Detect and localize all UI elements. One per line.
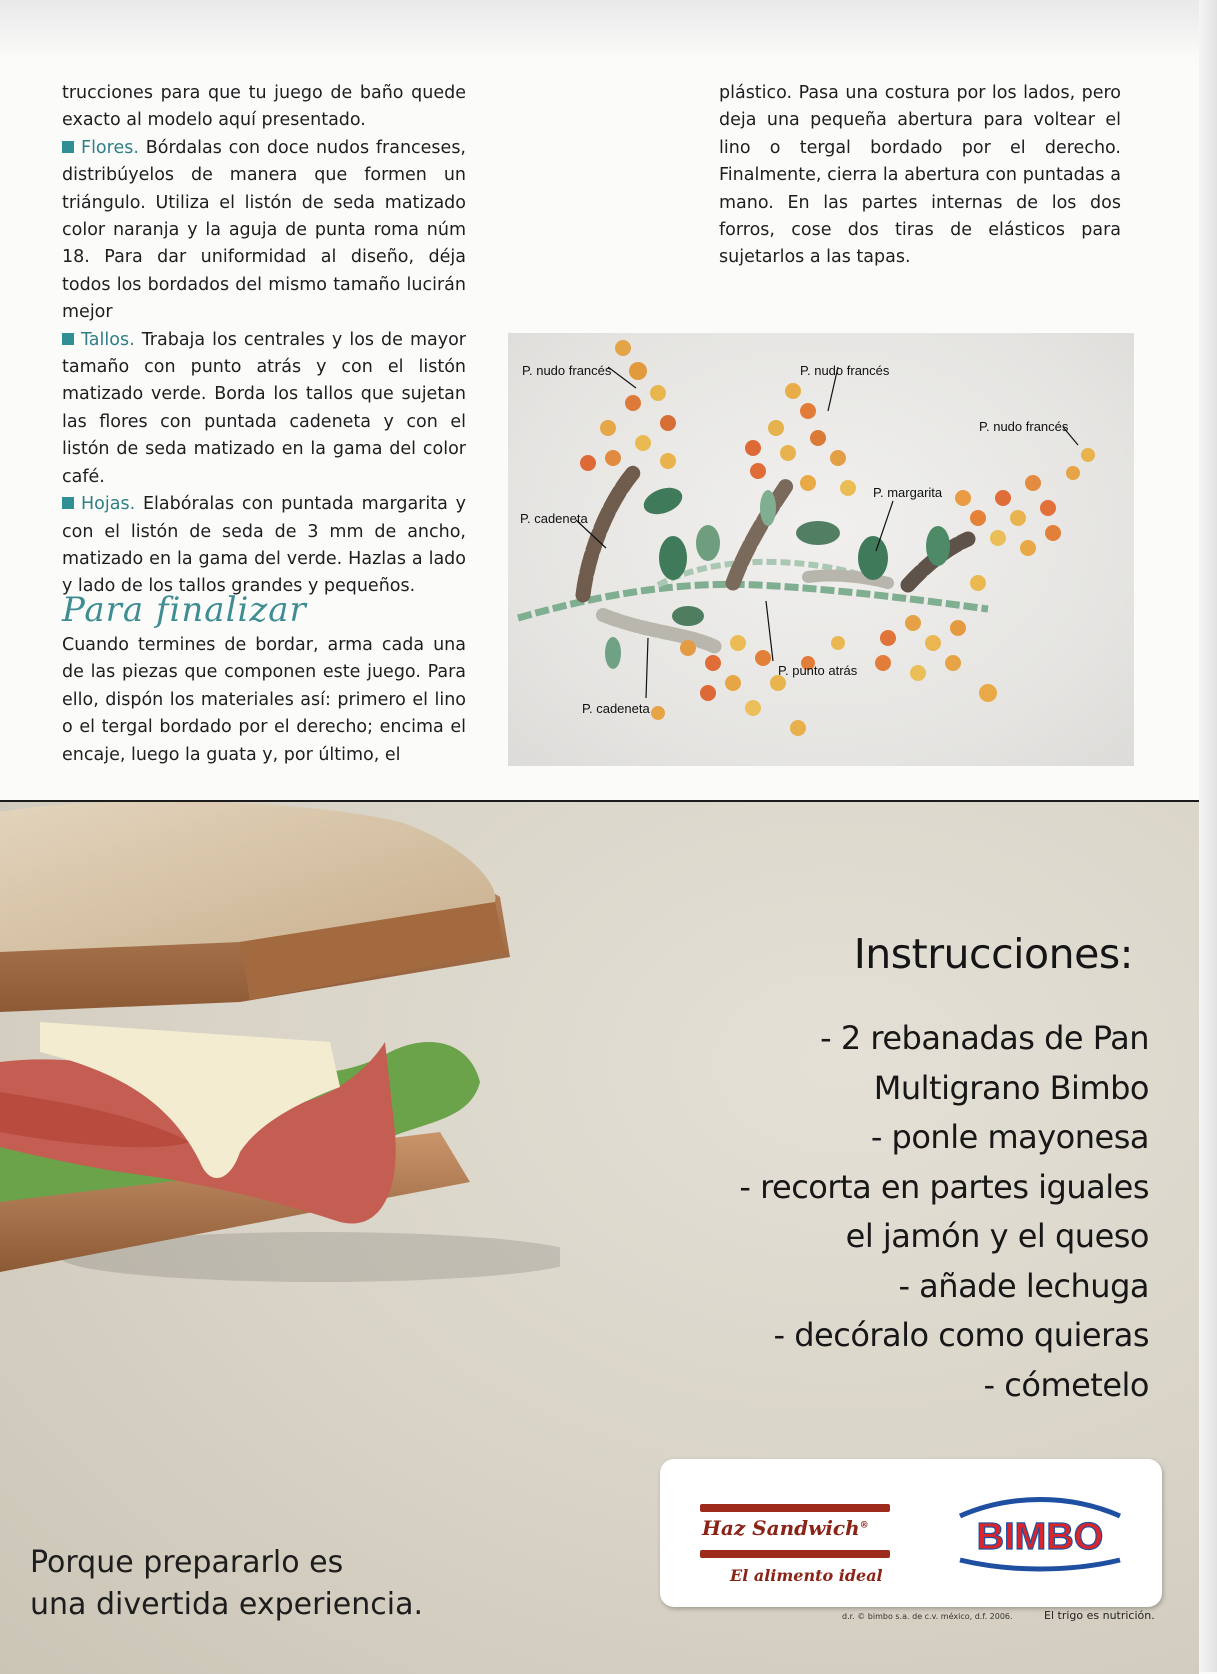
instruction-line: - añade lechuga — [898, 1266, 1149, 1305]
logo-bar — [700, 1550, 890, 1558]
instruction-line: Multigrano Bimbo — [873, 1068, 1149, 1107]
instructions-title: Instrucciones: — [853, 930, 1133, 978]
sandwich-image — [0, 802, 560, 1282]
slogan-text: El trigo es nutrición. — [1044, 1609, 1155, 1622]
instructions-list — [589, 1014, 1149, 1410]
logo-card — [660, 1459, 1162, 1607]
ad-tagline — [30, 1542, 423, 1626]
instruction-line: - ponle mayonesa — [870, 1118, 1149, 1156]
bullet-square-icon — [62, 333, 74, 345]
hojas-paragraph — [62, 491, 466, 601]
section-column — [62, 632, 466, 769]
label-nudo-frances-3: P. nudo francés — [979, 419, 1069, 434]
intro-paragraph: trucciones para que tu juego de baño quede exacto al modelo aquí presentado. — [62, 83, 466, 131]
logo-bar — [700, 1504, 890, 1512]
legal-text: d.r. © bimbo s.a. de c.v. méxico, d.f. 2006. — [842, 1612, 1013, 1621]
flores-paragraph — [62, 135, 466, 327]
page-edge — [1199, 0, 1217, 1672]
haz-sandwich-subtitle: El alimento ideal — [730, 1566, 883, 1585]
bimbo-logo — [950, 1494, 1130, 1574]
tagline-line-2: una divertida experiencia. — [30, 1587, 424, 1622]
label-cadeneta-1: P. cadeneta — [520, 511, 588, 526]
tallos-text: Trabaja los centrales y los de mayor tamaño con punto atrás y con el listón matizado verde. Borda los tallos que sujetan las flores con puntada cadeneta y con el listón de seda matizado en la gama del color café. — [62, 329, 466, 487]
embroidery-photo — [508, 333, 1134, 766]
hojas-text: Elabóralas con puntada margarita y con el listón de seda de 3 mm de ancho, matizado en la gama del verde. Hazlas a lado y lado de los tallos grandes y pequeños. — [62, 494, 466, 597]
tagline-line-1: Porque prepararlo es — [30, 1545, 344, 1580]
label-nudo-frances-2: P. nudo francés — [800, 363, 890, 378]
bullet-square-icon — [62, 497, 74, 509]
tallos-label: Tallos. — [81, 329, 135, 350]
right-column — [719, 80, 1121, 272]
instruction-line: - decóralo como quieras — [773, 1316, 1149, 1354]
flores-text: Bórdalas con doce nudos franceses, distribúyelos de manera que formen un triángulo. Utiliza el listón de seda matizado color naranja y la aguja de punta roma núm 18. Para dar uniformidad al diseño, déja todos los bordados del mismo tamaño lucirán mejor — [62, 137, 466, 323]
label-nudo-frances-1: P. nudo francés — [522, 363, 612, 378]
instruction-line: el jamón y el queso — [845, 1217, 1149, 1255]
flores-label: Flores. — [81, 137, 139, 158]
section-paragraph: Cuando termines de bordar, arma cada una de las piezas que componen este juego. Para ello, dispón los materiales así: primero el lino o el tergal bordado por el derecho; encima el encaje, luego la guata y, por último, el — [62, 635, 466, 765]
tallos-paragraph — [62, 327, 466, 491]
bullet-square-icon — [62, 141, 74, 153]
hojas-label: Hojas. — [81, 494, 136, 515]
label-cadeneta-2: P. cadeneta — [582, 701, 650, 716]
section-heading: Para finalizar — [62, 590, 307, 630]
bimbo-logo-text: BIMBO — [976, 1516, 1104, 1558]
instruction-line: - recorta en partes iguales — [739, 1167, 1149, 1206]
instruction-line: - cómetelo — [983, 1365, 1149, 1404]
label-punto-atras: P. punto atrás — [778, 663, 858, 678]
chain-stitch — [733, 483, 788, 583]
bimbo-advertisement — [0, 800, 1199, 1674]
left-column — [62, 80, 466, 601]
haz-sandwich-text: Haz Sandwich — [702, 1516, 860, 1540]
registered-mark: ® — [859, 1520, 869, 1531]
instruction-line: - 2 rebanadas de Pan — [820, 1019, 1149, 1057]
label-margarita: P. margarita — [873, 485, 943, 500]
page-top-shadow — [0, 0, 1217, 60]
embroidery-illustration — [508, 333, 1134, 766]
right-paragraph: plástico. Pasa una costura por los lados, pero deja una pequeña abertura para voltear el lino o tergal bordado por el derecho. Finalmente, cierra la abertura con puntadas a mano. En las partes internas de los dos forros, cose dos tiras de elásticos para sujetarlos a las tapas. — [719, 83, 1121, 268]
